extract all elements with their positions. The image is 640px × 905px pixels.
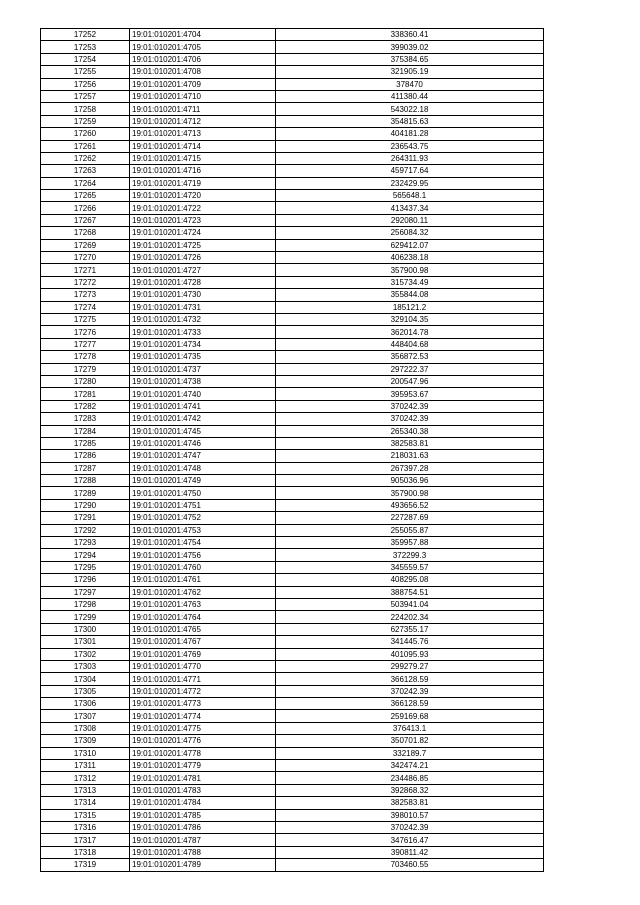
- row-number-cell: 17294: [41, 549, 130, 561]
- value-cell: 259169.68: [276, 710, 544, 722]
- cadastral-number-cell: 19:01:010201:4764: [130, 611, 276, 623]
- cadastral-number-cell: 19:01:010201:4745: [130, 425, 276, 437]
- row-number-cell: 17267: [41, 214, 130, 226]
- value-cell: 372299.3: [276, 549, 544, 561]
- cadastral-number-cell: 19:01:010201:4784: [130, 797, 276, 809]
- row-number-cell: 17292: [41, 524, 130, 536]
- table-row: [41, 797, 544, 809]
- table-row: [41, 623, 544, 635]
- row-number-cell: 17315: [41, 809, 130, 821]
- value-cell: 292080.11: [276, 214, 544, 226]
- value-cell: 413437.34: [276, 202, 544, 214]
- row-number-cell: 17277: [41, 338, 130, 350]
- cadastral-number-cell: 19:01:010201:4706: [130, 53, 276, 65]
- cadastral-number-cell: 19:01:010201:4722: [130, 202, 276, 214]
- cadastral-number-cell: 19:01:010201:4753: [130, 524, 276, 536]
- value-cell: 370242.39: [276, 822, 544, 834]
- table-row: [41, 190, 544, 202]
- value-cell: 703460.55: [276, 859, 544, 871]
- row-number-cell: 17278: [41, 351, 130, 363]
- cadastral-number-cell: 19:01:010201:4726: [130, 252, 276, 264]
- table-row: [41, 462, 544, 474]
- value-cell: 388754.51: [276, 586, 544, 598]
- table-row: [41, 598, 544, 610]
- table-row: [41, 53, 544, 65]
- row-number-cell: 17302: [41, 648, 130, 660]
- table-row: [41, 586, 544, 598]
- table-row: [41, 252, 544, 264]
- table-row: [41, 722, 544, 734]
- value-cell: 227287.69: [276, 512, 544, 524]
- value-cell: 299279.27: [276, 660, 544, 672]
- row-number-cell: 17297: [41, 586, 130, 598]
- cadastral-number-cell: 19:01:010201:4710: [130, 90, 276, 102]
- value-cell: 376413.1: [276, 722, 544, 734]
- row-number-cell: 17305: [41, 685, 130, 697]
- table-row: [41, 611, 544, 623]
- table-row: [41, 822, 544, 834]
- row-number-cell: 17273: [41, 289, 130, 301]
- table-row: [41, 227, 544, 239]
- row-number-cell: 17289: [41, 487, 130, 499]
- table-row: [41, 809, 544, 821]
- cadastral-number-cell: 19:01:010201:4742: [130, 413, 276, 425]
- cadastral-number-cell: 19:01:010201:4762: [130, 586, 276, 598]
- table-row: [41, 648, 544, 660]
- row-number-cell: 17301: [41, 636, 130, 648]
- cadastral-number-cell: 19:01:010201:4765: [130, 623, 276, 635]
- cadastral-value-table: [40, 28, 544, 872]
- cadastral-number-cell: 19:01:010201:4724: [130, 227, 276, 239]
- cadastral-number-cell: 19:01:010201:4754: [130, 537, 276, 549]
- row-number-cell: 17287: [41, 462, 130, 474]
- cadastral-number-cell: 19:01:010201:4731: [130, 301, 276, 313]
- value-cell: 366128.59: [276, 698, 544, 710]
- table-row: [41, 338, 544, 350]
- row-number-cell: 17264: [41, 177, 130, 189]
- row-number-cell: 17268: [41, 227, 130, 239]
- value-cell: 905036.96: [276, 475, 544, 487]
- cadastral-number-cell: 19:01:010201:4716: [130, 165, 276, 177]
- row-number-cell: 17283: [41, 413, 130, 425]
- row-number-cell: 17307: [41, 710, 130, 722]
- row-number-cell: 17261: [41, 140, 130, 152]
- value-cell: 236543.75: [276, 140, 544, 152]
- value-cell: 399039.02: [276, 41, 544, 53]
- value-cell: 332189.7: [276, 747, 544, 759]
- value-cell: 375384.65: [276, 53, 544, 65]
- table-row: [41, 437, 544, 449]
- cadastral-number-cell: 19:01:010201:4750: [130, 487, 276, 499]
- value-cell: 401095.93: [276, 648, 544, 660]
- table-row: [41, 698, 544, 710]
- row-number-cell: 17285: [41, 437, 130, 449]
- value-cell: 406238.18: [276, 252, 544, 264]
- row-number-cell: 17255: [41, 66, 130, 78]
- cadastral-number-cell: 19:01:010201:4774: [130, 710, 276, 722]
- cadastral-number-cell: 19:01:010201:4732: [130, 313, 276, 325]
- table-row: [41, 202, 544, 214]
- row-number-cell: 17282: [41, 400, 130, 412]
- value-cell: 297222.37: [276, 363, 544, 375]
- cadastral-number-cell: 19:01:010201:4727: [130, 264, 276, 276]
- cadastral-number-cell: 19:01:010201:4770: [130, 660, 276, 672]
- cadastral-number-cell: 19:01:010201:4708: [130, 66, 276, 78]
- cadastral-number-cell: 19:01:010201:4779: [130, 760, 276, 772]
- value-cell: 411380.44: [276, 90, 544, 102]
- table-row: [41, 313, 544, 325]
- table-row: [41, 90, 544, 102]
- row-number-cell: 17311: [41, 760, 130, 772]
- value-cell: 267397.28: [276, 462, 544, 474]
- cadastral-number-cell: 19:01:010201:4711: [130, 103, 276, 115]
- value-cell: 629412.07: [276, 239, 544, 251]
- value-cell: 354815.63: [276, 115, 544, 127]
- cadastral-number-cell: 19:01:010201:4712: [130, 115, 276, 127]
- row-number-cell: 17293: [41, 537, 130, 549]
- cadastral-number-cell: 19:01:010201:4746: [130, 437, 276, 449]
- value-cell: 543022.18: [276, 103, 544, 115]
- row-number-cell: 17300: [41, 623, 130, 635]
- cadastral-number-cell: 19:01:010201:4728: [130, 276, 276, 288]
- value-cell: 459717.64: [276, 165, 544, 177]
- cadastral-number-cell: 19:01:010201:4771: [130, 673, 276, 685]
- value-cell: 232429.95: [276, 177, 544, 189]
- value-cell: 382583.81: [276, 797, 544, 809]
- cadastral-number-cell: 19:01:010201:4734: [130, 338, 276, 350]
- row-number-cell: 17291: [41, 512, 130, 524]
- row-number-cell: 17279: [41, 363, 130, 375]
- value-cell: 392868.32: [276, 784, 544, 796]
- table-row: [41, 487, 544, 499]
- row-number-cell: 17310: [41, 747, 130, 759]
- cadastral-number-cell: 19:01:010201:4740: [130, 388, 276, 400]
- value-cell: 366128.59: [276, 673, 544, 685]
- table-row: [41, 177, 544, 189]
- row-number-cell: 17265: [41, 190, 130, 202]
- cadastral-number-cell: 19:01:010201:4775: [130, 722, 276, 734]
- row-number-cell: 17309: [41, 735, 130, 747]
- table-row: [41, 78, 544, 90]
- row-number-cell: 17259: [41, 115, 130, 127]
- table-row: [41, 388, 544, 400]
- row-number-cell: 17260: [41, 128, 130, 140]
- table-row: [41, 512, 544, 524]
- cadastral-number-cell: 19:01:010201:4709: [130, 78, 276, 90]
- value-cell: 350701.82: [276, 735, 544, 747]
- value-cell: 503941.04: [276, 598, 544, 610]
- value-cell: 357900.98: [276, 264, 544, 276]
- row-number-cell: 17295: [41, 561, 130, 573]
- row-number-cell: 17263: [41, 165, 130, 177]
- value-cell: 390811.42: [276, 846, 544, 858]
- table-row: [41, 636, 544, 648]
- cadastral-number-cell: 19:01:010201:4761: [130, 574, 276, 586]
- value-cell: 200547.96: [276, 375, 544, 387]
- cadastral-number-cell: 19:01:010201:4723: [130, 214, 276, 226]
- value-cell: 378470: [276, 78, 544, 90]
- value-cell: 370242.39: [276, 685, 544, 697]
- table-row: [41, 784, 544, 796]
- table-row: [41, 165, 544, 177]
- table-row: [41, 289, 544, 301]
- row-number-cell: 17257: [41, 90, 130, 102]
- cadastral-number-cell: 19:01:010201:4788: [130, 846, 276, 858]
- row-number-cell: 17266: [41, 202, 130, 214]
- row-number-cell: 17280: [41, 375, 130, 387]
- cadastral-number-cell: 19:01:010201:4760: [130, 561, 276, 573]
- table-row: [41, 450, 544, 462]
- table-row: [41, 363, 544, 375]
- cadastral-number-cell: 19:01:010201:4748: [130, 462, 276, 474]
- row-number-cell: 17254: [41, 53, 130, 65]
- table-row: [41, 326, 544, 338]
- row-number-cell: 17296: [41, 574, 130, 586]
- value-cell: 329104.35: [276, 313, 544, 325]
- cadastral-number-cell: 19:01:010201:4749: [130, 475, 276, 487]
- value-cell: 356872.53: [276, 351, 544, 363]
- cadastral-number-cell: 19:01:010201:4713: [130, 128, 276, 140]
- value-cell: 370242.39: [276, 400, 544, 412]
- row-number-cell: 17319: [41, 859, 130, 871]
- value-cell: 404181.28: [276, 128, 544, 140]
- cadastral-number-cell: 19:01:010201:4787: [130, 834, 276, 846]
- table-row: [41, 29, 544, 41]
- table-row: [41, 859, 544, 871]
- table-row: [41, 152, 544, 164]
- table-row: [41, 475, 544, 487]
- table-row: [41, 413, 544, 425]
- cadastral-number-cell: 19:01:010201:4715: [130, 152, 276, 164]
- table-row: [41, 239, 544, 251]
- value-cell: 359957.88: [276, 537, 544, 549]
- row-number-cell: 17271: [41, 264, 130, 276]
- value-cell: 370242.39: [276, 413, 544, 425]
- row-number-cell: 17316: [41, 822, 130, 834]
- table-row: [41, 140, 544, 152]
- value-cell: 234486.85: [276, 772, 544, 784]
- table-row: [41, 264, 544, 276]
- value-cell: 395953.67: [276, 388, 544, 400]
- cadastral-number-cell: 19:01:010201:4781: [130, 772, 276, 784]
- row-number-cell: 17281: [41, 388, 130, 400]
- table-row: [41, 772, 544, 784]
- table-row: [41, 710, 544, 722]
- table-row: [41, 846, 544, 858]
- table-row: [41, 549, 544, 561]
- table-row: [41, 128, 544, 140]
- table-row: [41, 760, 544, 772]
- value-cell: 448404.68: [276, 338, 544, 350]
- value-cell: 338360.41: [276, 29, 544, 41]
- row-number-cell: 17312: [41, 772, 130, 784]
- table-row: [41, 41, 544, 53]
- table-row: [41, 574, 544, 586]
- cadastral-number-cell: 19:01:010201:4756: [130, 549, 276, 561]
- cadastral-number-cell: 19:01:010201:4741: [130, 400, 276, 412]
- value-cell: 398010.57: [276, 809, 544, 821]
- table-row: [41, 400, 544, 412]
- value-cell: 224202.34: [276, 611, 544, 623]
- table-row: [41, 834, 544, 846]
- row-number-cell: 17286: [41, 450, 130, 462]
- row-number-cell: 17269: [41, 239, 130, 251]
- cadastral-number-cell: 19:01:010201:4719: [130, 177, 276, 189]
- cadastral-number-cell: 19:01:010201:4776: [130, 735, 276, 747]
- table-row: [41, 375, 544, 387]
- row-number-cell: 17258: [41, 103, 130, 115]
- row-number-cell: 17262: [41, 152, 130, 164]
- table-row: [41, 276, 544, 288]
- cadastral-number-cell: 19:01:010201:4772: [130, 685, 276, 697]
- value-cell: 347616.47: [276, 834, 544, 846]
- row-number-cell: 17272: [41, 276, 130, 288]
- value-cell: 342474.21: [276, 760, 544, 772]
- value-cell: 218031.63: [276, 450, 544, 462]
- cadastral-number-cell: 19:01:010201:4730: [130, 289, 276, 301]
- cadastral-number-cell: 19:01:010201:4725: [130, 239, 276, 251]
- table-row: [41, 735, 544, 747]
- cadastral-number-cell: 19:01:010201:4752: [130, 512, 276, 524]
- cadastral-number-cell: 19:01:010201:4738: [130, 375, 276, 387]
- value-cell: 256084.32: [276, 227, 544, 239]
- row-number-cell: 17284: [41, 425, 130, 437]
- row-number-cell: 17290: [41, 499, 130, 511]
- value-cell: 627355.17: [276, 623, 544, 635]
- cadastral-number-cell: 19:01:010201:4786: [130, 822, 276, 834]
- table-row: [41, 103, 544, 115]
- cadastral-number-cell: 19:01:010201:4747: [130, 450, 276, 462]
- table-row: [41, 673, 544, 685]
- table-row: [41, 499, 544, 511]
- cadastral-number-cell: 19:01:010201:4769: [130, 648, 276, 660]
- value-cell: 315734.49: [276, 276, 544, 288]
- value-cell: 382583.81: [276, 437, 544, 449]
- row-number-cell: 17253: [41, 41, 130, 53]
- row-number-cell: 17306: [41, 698, 130, 710]
- row-number-cell: 17274: [41, 301, 130, 313]
- cadastral-number-cell: 19:01:010201:4773: [130, 698, 276, 710]
- table-row: [41, 685, 544, 697]
- cadastral-number-cell: 19:01:010201:4720: [130, 190, 276, 202]
- table-row: [41, 115, 544, 127]
- cadastral-number-cell: 19:01:010201:4767: [130, 636, 276, 648]
- row-number-cell: 17276: [41, 326, 130, 338]
- row-number-cell: 17298: [41, 598, 130, 610]
- value-cell: 255055.87: [276, 524, 544, 536]
- row-number-cell: 17299: [41, 611, 130, 623]
- table-body: [41, 29, 544, 872]
- row-number-cell: 17256: [41, 78, 130, 90]
- value-cell: 565648.1: [276, 190, 544, 202]
- table-row: [41, 214, 544, 226]
- value-cell: 355844.08: [276, 289, 544, 301]
- value-cell: 321905.19: [276, 66, 544, 78]
- cadastral-number-cell: 19:01:010201:4751: [130, 499, 276, 511]
- table-row: [41, 425, 544, 437]
- row-number-cell: 17304: [41, 673, 130, 685]
- row-number-cell: 17252: [41, 29, 130, 41]
- cadastral-number-cell: 19:01:010201:4763: [130, 598, 276, 610]
- cadastral-number-cell: 19:01:010201:4705: [130, 41, 276, 53]
- table-row: [41, 747, 544, 759]
- value-cell: 357900.98: [276, 487, 544, 499]
- row-number-cell: 17288: [41, 475, 130, 487]
- row-number-cell: 17313: [41, 784, 130, 796]
- value-cell: 341445.76: [276, 636, 544, 648]
- value-cell: 408295.08: [276, 574, 544, 586]
- row-number-cell: 17303: [41, 660, 130, 672]
- table-row: [41, 351, 544, 363]
- cadastral-number-cell: 19:01:010201:4714: [130, 140, 276, 152]
- cadastral-number-cell: 19:01:010201:4735: [130, 351, 276, 363]
- row-number-cell: 17314: [41, 797, 130, 809]
- value-cell: 185121.2: [276, 301, 544, 313]
- value-cell: 265340.38: [276, 425, 544, 437]
- cadastral-number-cell: 19:01:010201:4704: [130, 29, 276, 41]
- row-number-cell: 17317: [41, 834, 130, 846]
- row-number-cell: 17270: [41, 252, 130, 264]
- cadastral-number-cell: 19:01:010201:4733: [130, 326, 276, 338]
- table-row: [41, 301, 544, 313]
- cadastral-number-cell: 19:01:010201:4789: [130, 859, 276, 871]
- value-cell: 493656.52: [276, 499, 544, 511]
- table-row: [41, 524, 544, 536]
- table-row: [41, 561, 544, 573]
- value-cell: 264311.93: [276, 152, 544, 164]
- value-cell: 362014.78: [276, 326, 544, 338]
- row-number-cell: 17308: [41, 722, 130, 734]
- cadastral-number-cell: 19:01:010201:4737: [130, 363, 276, 375]
- value-cell: 345559.57: [276, 561, 544, 573]
- table-row: [41, 66, 544, 78]
- row-number-cell: 17275: [41, 313, 130, 325]
- cadastral-number-cell: 19:01:010201:4778: [130, 747, 276, 759]
- row-number-cell: 17318: [41, 846, 130, 858]
- table-row: [41, 660, 544, 672]
- table-row: [41, 537, 544, 549]
- cadastral-number-cell: 19:01:010201:4783: [130, 784, 276, 796]
- cadastral-number-cell: 19:01:010201:4785: [130, 809, 276, 821]
